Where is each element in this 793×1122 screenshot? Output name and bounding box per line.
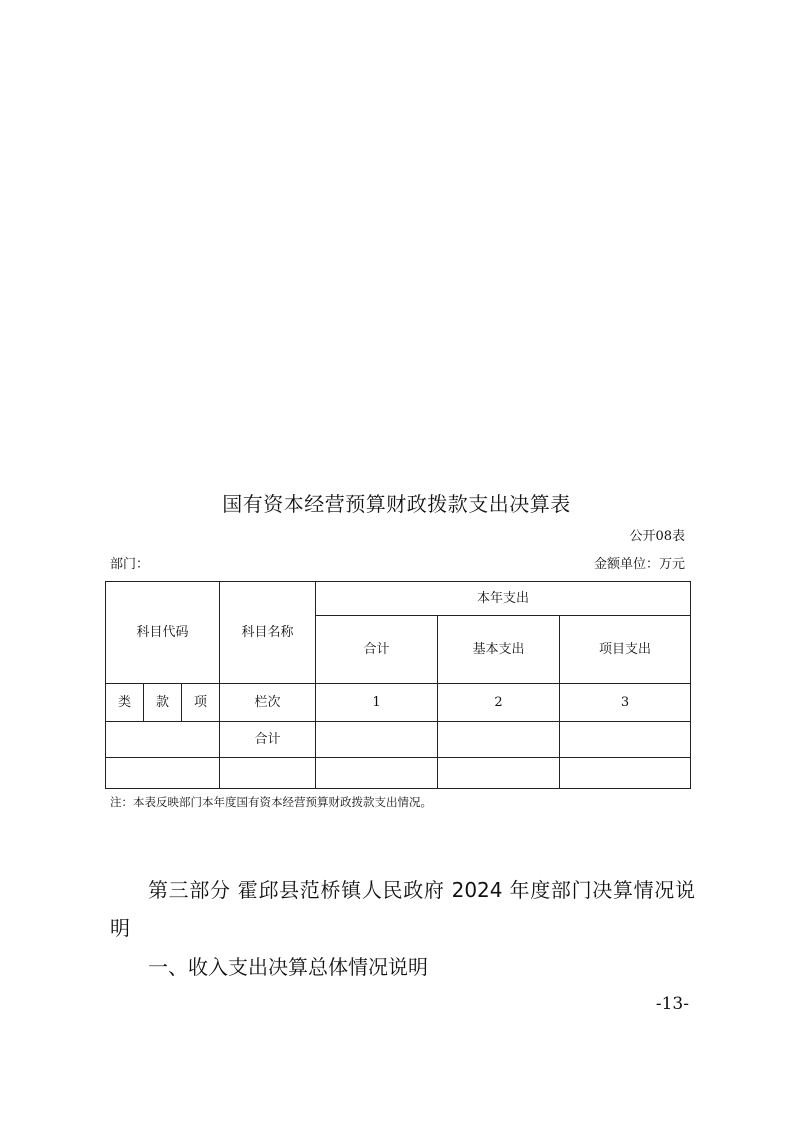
total-row-project (560, 722, 691, 758)
header-subject-name: 科目名称 (220, 582, 316, 684)
page-title: 国有资本经营预算财政拨款支出决算表 (222, 492, 571, 516)
empty-row-name (220, 758, 316, 789)
empty-row-total (316, 758, 438, 789)
expenditure-table (105, 581, 691, 789)
index-item: 项 (182, 684, 220, 722)
total-row-basic (438, 722, 560, 758)
header-subject-code: 科目代码 (106, 582, 220, 684)
index-column-label: 栏次 (220, 684, 316, 722)
table-note: 注：本表反映部门本年度国有资本经营预算财政拨款支出情况。 (110, 795, 432, 809)
header-total: 合计 (316, 616, 438, 684)
unit-label: 金额单位：万元 (593, 557, 685, 572)
form-number: 公开08表 (629, 529, 685, 544)
total-row-label: 合计 (220, 722, 316, 758)
department-label: 部门： (110, 557, 150, 572)
section-heading: 第三部分 霍邱县范桥镇人民政府 2024 年度部门决算情况说明 (110, 878, 695, 940)
empty-row-basic (438, 758, 560, 789)
page-number: -13- (655, 994, 689, 1014)
index-col-2: 2 (438, 684, 560, 722)
header-basic-expenditure: 基本支出 (438, 616, 560, 684)
header-project-expenditure: 项目支出 (560, 616, 691, 684)
header-current-year-expenditure: 本年支出 (316, 582, 691, 616)
index-section: 款 (144, 684, 182, 722)
index-col-3: 3 (560, 684, 691, 722)
sub-heading: 一、收入支出决算总体情况说明 (148, 955, 428, 979)
empty-row-code (106, 758, 220, 789)
empty-row-project (560, 758, 691, 789)
index-category: 类 (106, 684, 144, 722)
total-row-code (106, 722, 220, 758)
index-col-1: 1 (316, 684, 438, 722)
total-row-total (316, 722, 438, 758)
